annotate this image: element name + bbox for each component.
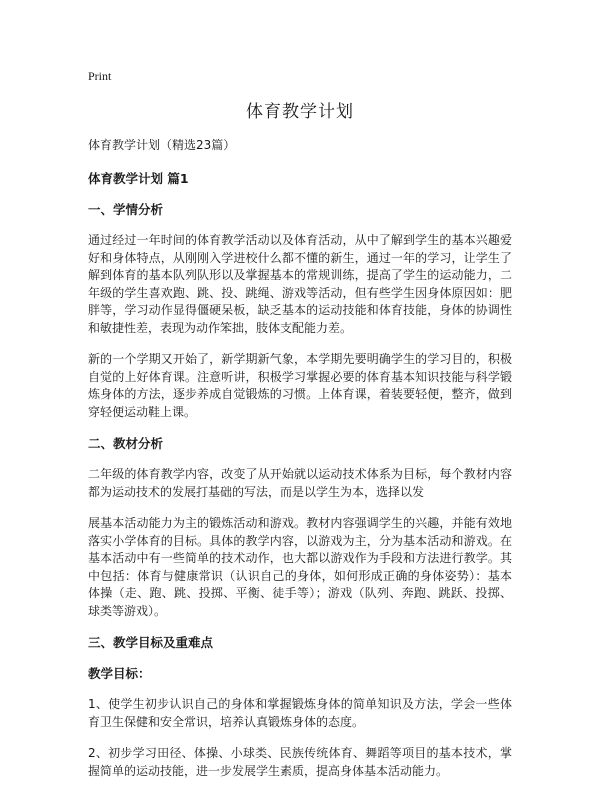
paragraph: 通过经过一年时间的体育教学活动以及体育活动，从中了解到学生的基本兴趣爱好和身体特点，从刚刚入学进校什么都不懂的新生，通过一年的学习，让学生了解到体育的基本队列队形以及掌握基本的常规训练，提高了学生的运动能力，二年级的学生喜欢跑、跳、投、跳绳、游戏等活动，但有些学生因身体原因如：肥胖等，学习动作显得僵硬呆板，缺乏基本的运动技能和体育技能，身体的协调性和敏捷性差，表现为动作笨拙，肢体支配能力差。 [88, 233, 512, 335]
paragraph: 二年级的体育教学内容，改变了从开始就以运动技术体系为目标，每个教材内容都为运动技术的发展打基础的写法，而是以学生为本，选择以发 [88, 467, 512, 499]
paragraph: 1、使学生初步认识自己的身体和掌握锻炼身体的简单知识及方法，学会一些体育卫生保健和安全常识，培养认真锻炼身体的态度。 [88, 697, 512, 729]
document-title: 体育教学计划 [246, 102, 354, 122]
paragraph: 展基本活动能力为主的锻炼活动和游戏。教材内容强调学生的兴趣，并能有效地落实小学体育的目标。具体的教学内容，以游戏为主，分为基本活动和游戏。在基本活动中有一些简单的技术动作，也大都以游戏作为手段和方法进行教学。其中包括：体育与健康常识（认识自己的身体，如何形成正确的身体姿势）：基本体操（走、跑、跳、投掷、平衡、徒手等）；游戏（队列、奔跑、跳跃、投掷、球类等游戏）。 [88, 516, 512, 618]
goals-subheading: 教学目标： [88, 666, 151, 681]
document-page [88, 68, 512, 794]
paragraph: 2、初步学习田径、体操、小球类、民族传统体育、舞蹈等项目的基本技术，掌握简单的运动技能，进一步发展学生素质，提高身体基本活动能力。 [88, 746, 512, 778]
section-heading-goals: 三、教学目标及重难点 [88, 635, 214, 650]
plan-heading: 体育教学计划 篇1 [88, 171, 189, 186]
print-label: Print [88, 69, 112, 83]
paragraph: 新的一个学期又开始了，新学期新气象，本学期先要明确学生的学习目的，积极自觉的上好体育课。注意听讲，积极学习掌握必要的体育基本知识技能与科学锻炼身体的方法，逐步养成自觉锻炼的习惯。上体育课，着装要轻便，整齐，做到穿轻便运动鞋上课。 [88, 352, 512, 419]
section-heading-material-analysis: 二、教材分析 [88, 436, 164, 451]
section-heading-learning-analysis: 一、学情分析 [88, 202, 164, 217]
document-subtitle: 体育教学计划（精选23篇） [88, 138, 236, 152]
